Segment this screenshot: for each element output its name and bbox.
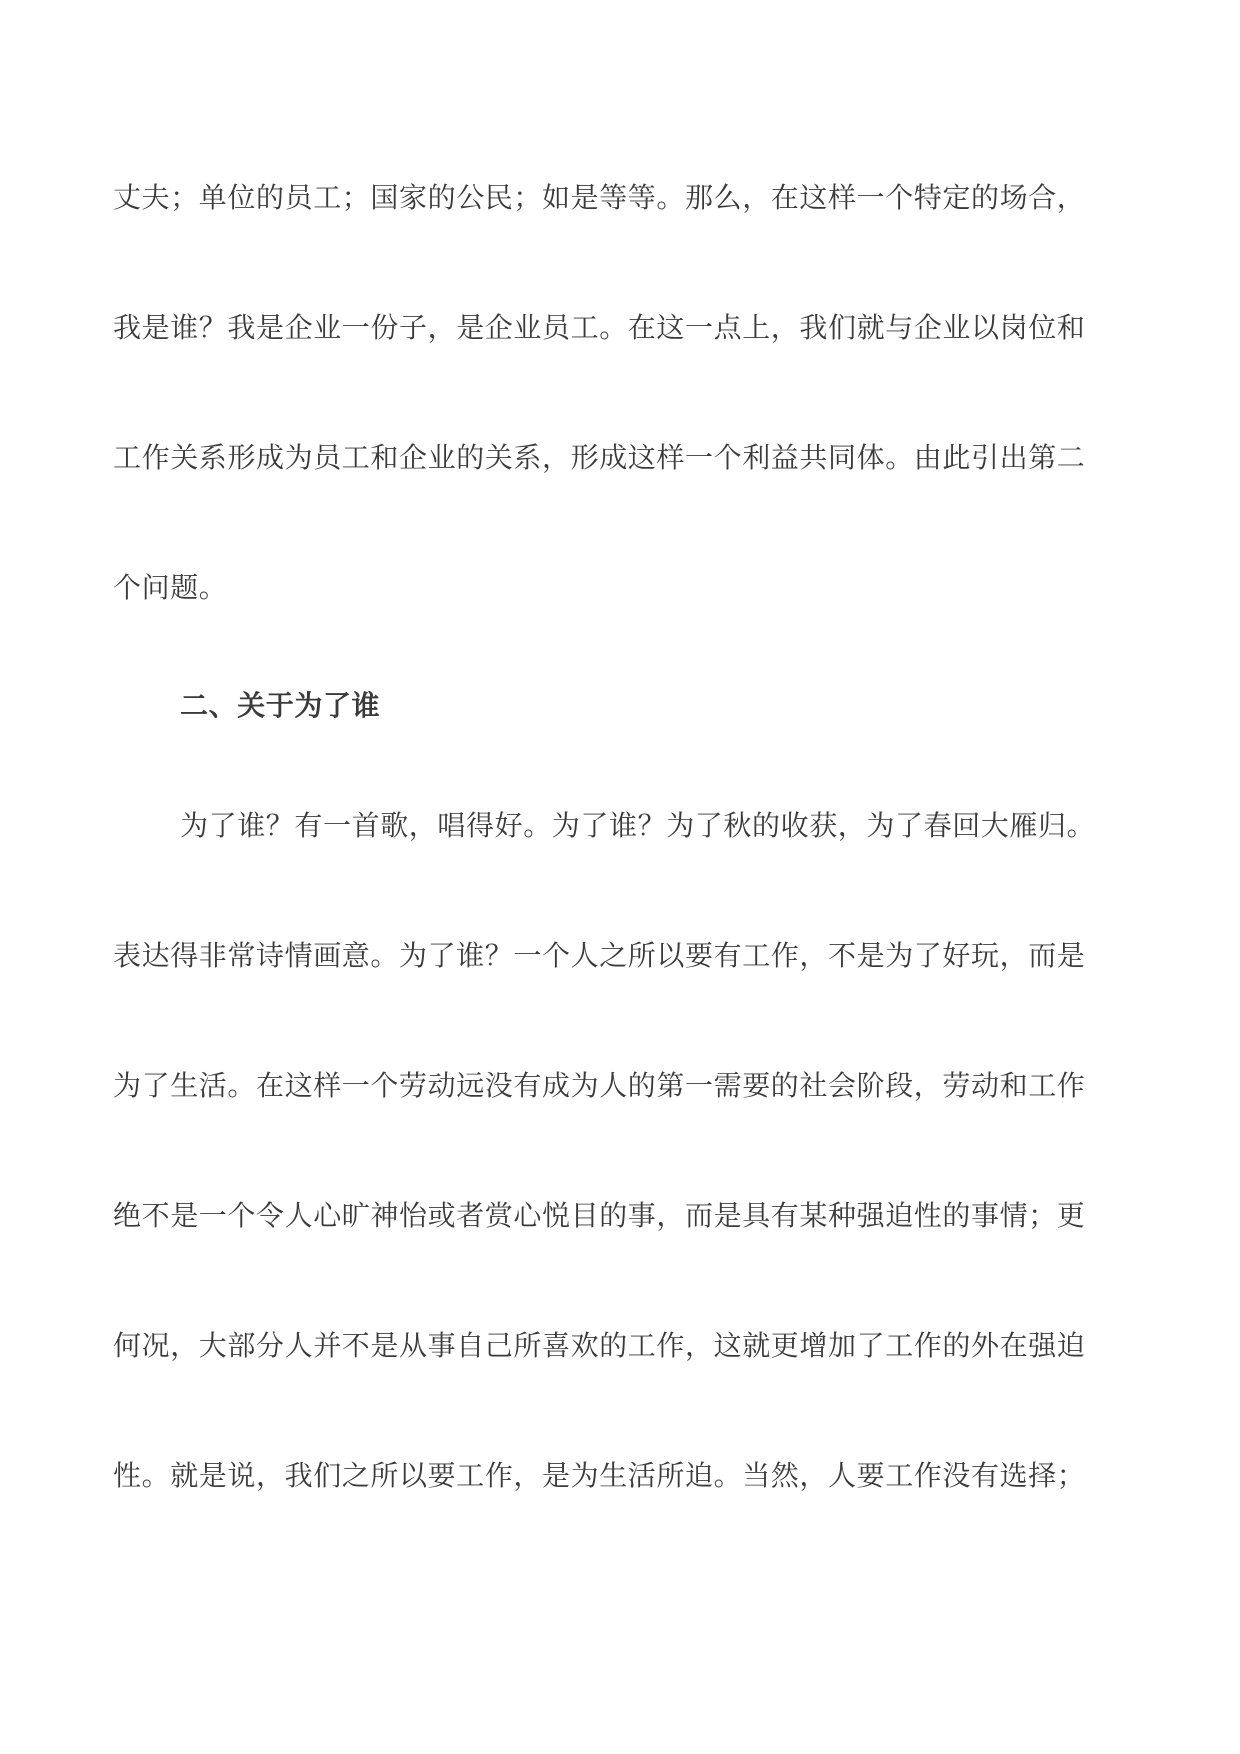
paragraph-1-line-2: 我是谁？我是企业一份子，是企业员工。在这一点上，我们就与企业以岗位和 xyxy=(113,311,1086,344)
section-heading: 二、关于为了谁 xyxy=(180,689,381,722)
paragraph-2-line-4: 绝不是一个令人心旷神怡或者赏心悦目的事，而是具有某种强迫性的事情；更 xyxy=(113,1199,1086,1232)
paragraph-2-line-3: 为了生活。在这样一个劳动远没有成为人的第一需要的社会阶段，劳动和工作 xyxy=(113,1069,1086,1102)
paragraph-2-line-2: 表达得非常诗情画意。为了谁？一个人之所以要有工作，不是为了好玩，而是 xyxy=(113,939,1086,972)
paragraph-2-line-6: 性。就是说，我们之所以要工作，是为生活所迫。当然，人要工作没有选择； xyxy=(113,1459,1086,1492)
paragraph-1-line-4: 个问题。 xyxy=(113,571,228,604)
paragraph-1-line-3: 工作关系形成为员工和企业的关系，形成这样一个利益共同体。由此引出第二 xyxy=(113,441,1086,474)
paragraph-1-line-1: 丈夫；单位的员工；国家的公民；如是等等。那么，在这样一个特定的场合， xyxy=(113,181,1086,214)
paragraph-2-line-1: 为了谁？有一首歌，唱得好。为了谁？为了秋的收获，为了春回大雁归。 xyxy=(180,809,1096,842)
paragraph-2-line-5: 何况，大部分人并不是从事自己所喜欢的工作，这就更增加了工作的外在强迫 xyxy=(113,1329,1086,1362)
